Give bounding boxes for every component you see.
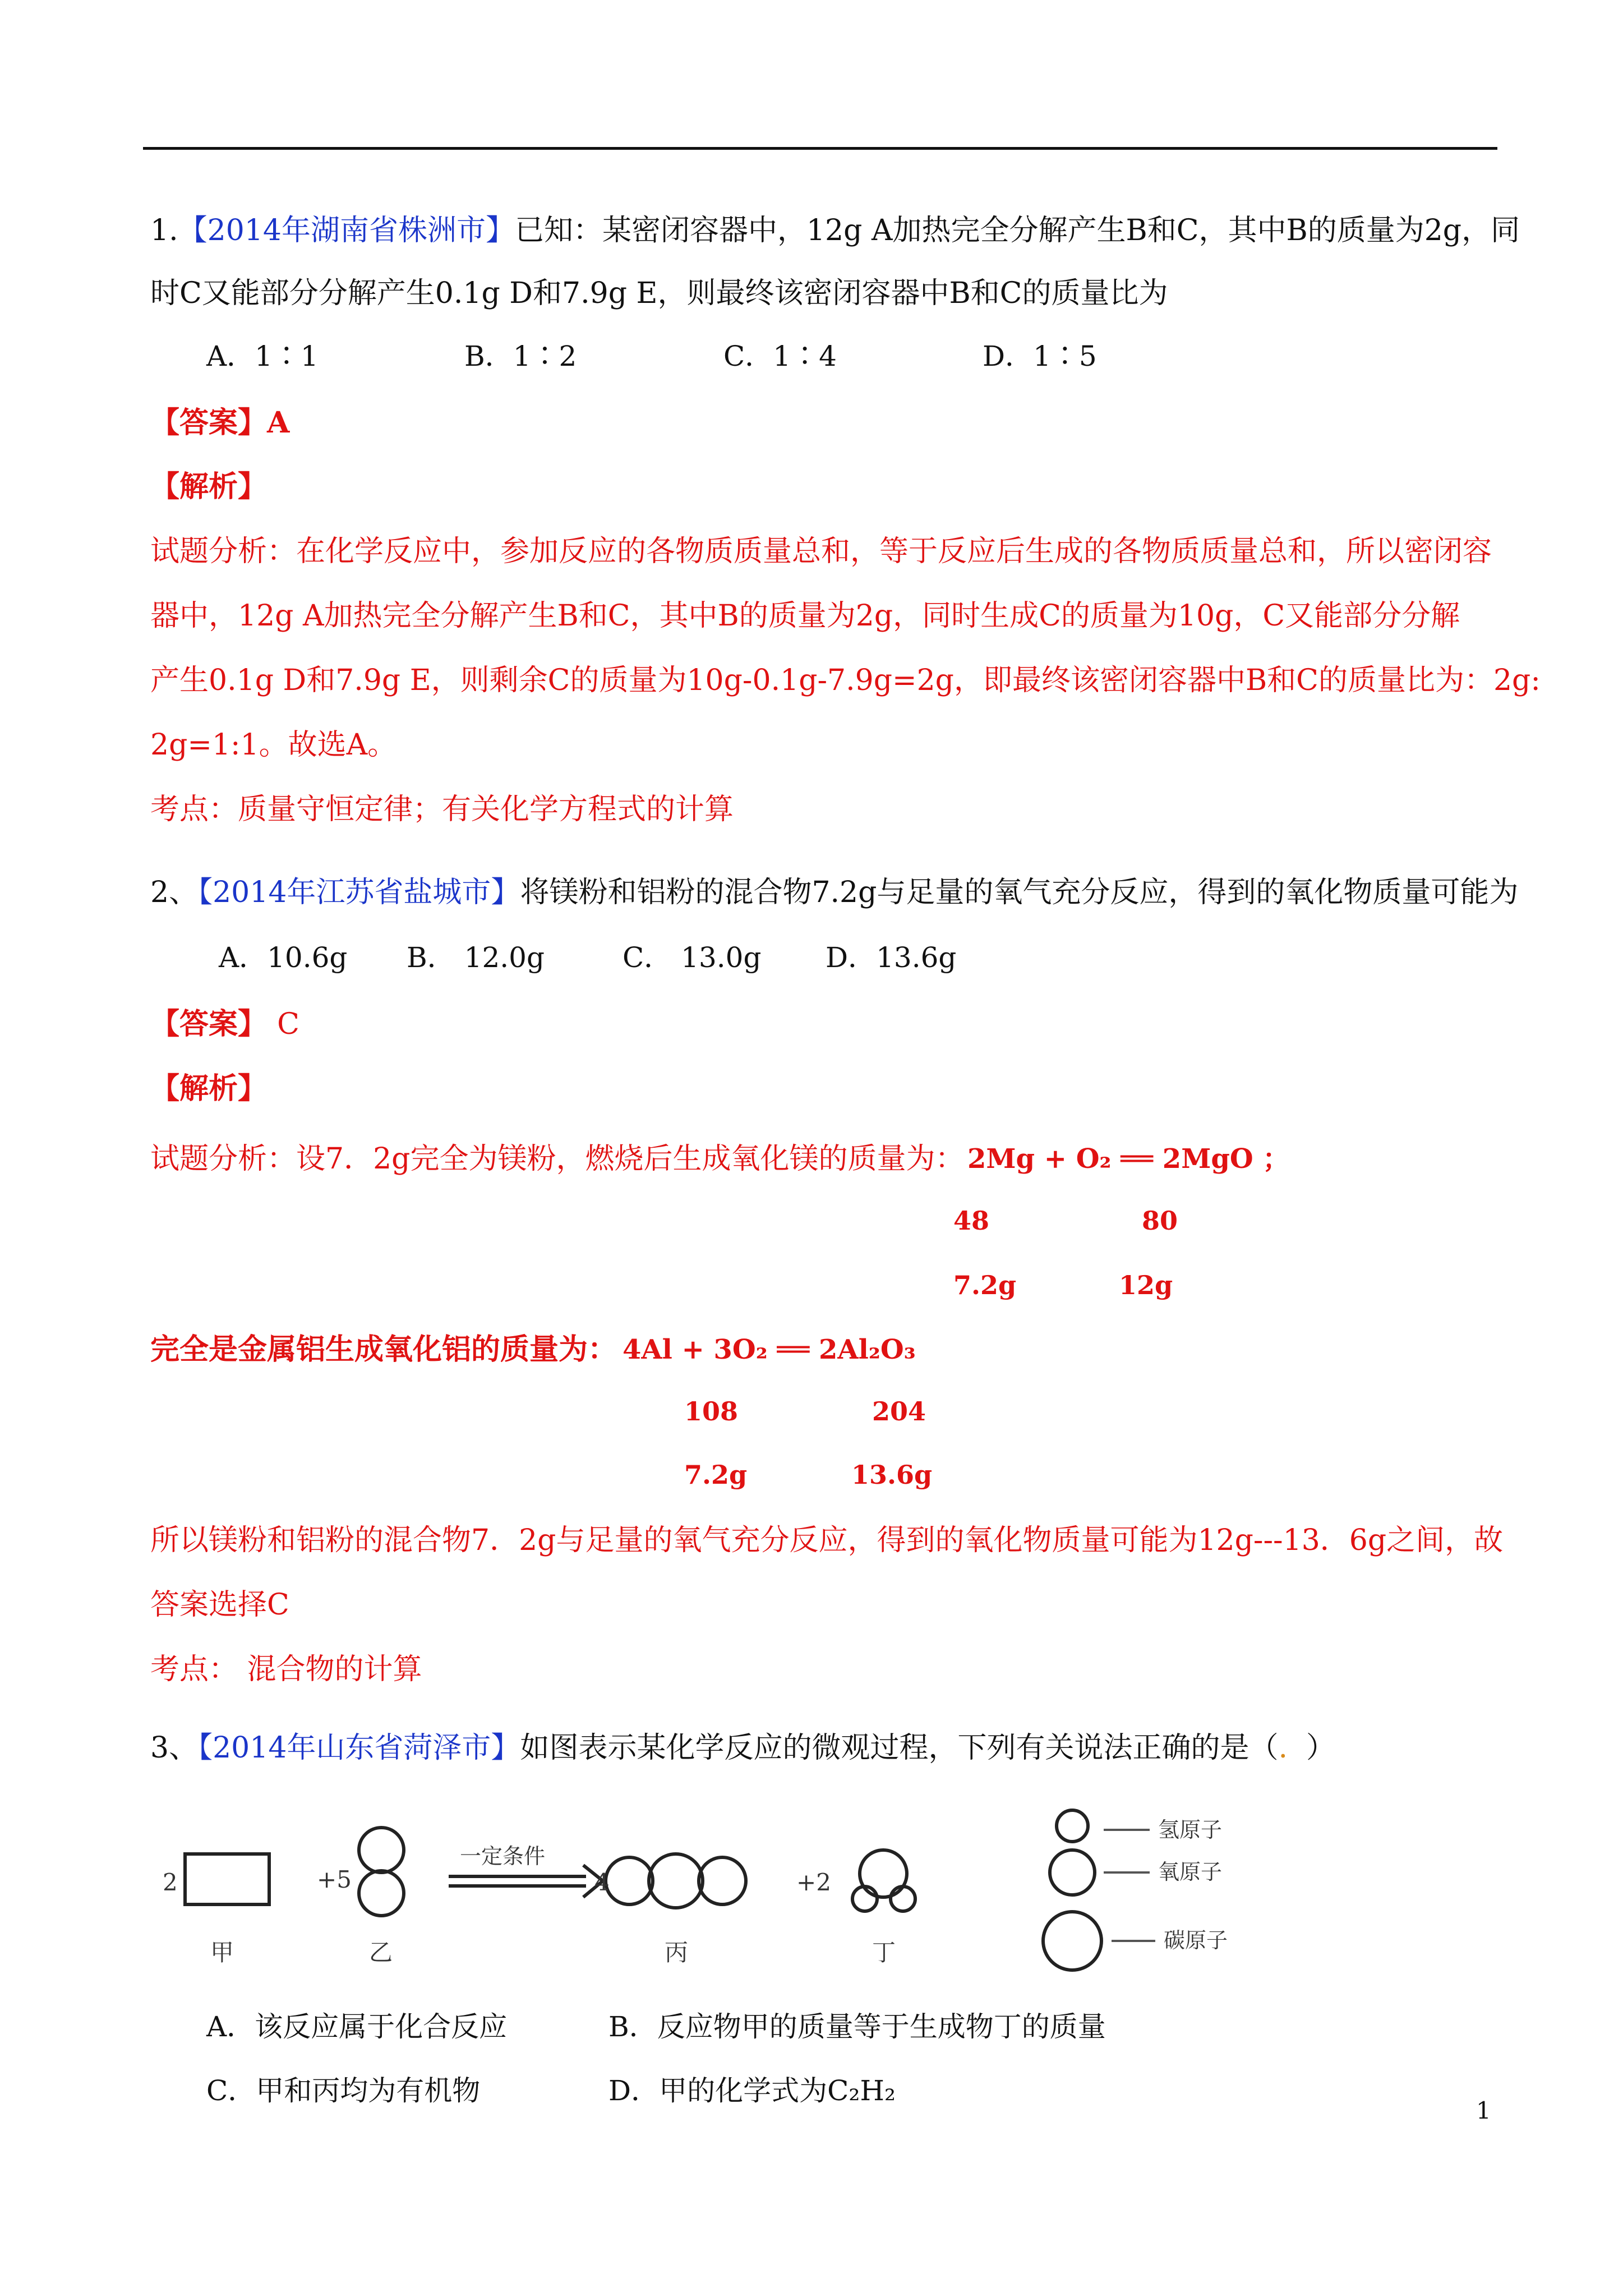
q2-analysis-intro: 试题分析：设7．2g完全为镁粉，燃烧后生成氧化镁的质量为： (150, 1142, 965, 1176)
q3-stem-text: 如图表示某化学反应的微观过程，下列有关说法正确的是（ (520, 1731, 1279, 1765)
q1-option-a: A．1∶1 (206, 340, 319, 372)
ding-atom-big (860, 1850, 907, 1897)
q3-source: 【2014年山东省菏泽市】 (198, 1731, 520, 1765)
jia-molecule (185, 1854, 269, 1904)
yi-atom-bottom (359, 1871, 404, 1916)
reaction-arrow-shaft (449, 1876, 586, 1886)
q3-number: 3、 (150, 1731, 199, 1765)
q1-analysis-line3: 产生0.1g D和7.9g E，则剩余C的质量为10g-0.1g-7.9g=2g，即最终该密闭容器中B和C的质量比为：2g: (150, 664, 1541, 697)
q2-analysis-label: 【解析】 (150, 1071, 268, 1106)
q2-source: 【2014年江苏省盐城市】 (198, 876, 520, 909)
q2-al-intro: 完全是金属铝生成氧化铝的质量为： (150, 1332, 617, 1366)
q1-kaodian: 考点：质量守恒定律；有关化学方程式的计算 (150, 793, 734, 826)
legend-hydrogen-label: 氢原子 (1158, 1818, 1223, 1842)
q1-answer-value: A (267, 406, 290, 440)
bing-atom-left (606, 1857, 653, 1904)
legend-carbon-label: 碳原子 (1164, 1928, 1228, 1953)
coef-jia: 2 (163, 1869, 178, 1896)
label-jia: 甲 (210, 1939, 234, 1966)
q2-eq2-ratio-al2o3: 204 (872, 1396, 926, 1427)
q1-analysis-label: 【解析】 (150, 470, 268, 504)
q2-answer-value: C (277, 1007, 299, 1041)
q3-option-b: B．反应物甲的质量等于生成物丁的质量 (608, 2010, 1106, 2043)
label-yi: 乙 (369, 1939, 393, 1966)
q2-answer: 【答案】 C (150, 1007, 299, 1041)
q2-option-a: A．10.6g (219, 941, 348, 974)
q3-option-c: C．甲和丙均为有机物 (206, 2074, 481, 2107)
q3-stem: 3、【2014年山东省菏泽市】如图表示某化学反应的微观过程，下列有关说法正确的是（. ） (150, 1731, 1336, 1765)
q2-eq2-ratio-al: 108 (684, 1396, 739, 1427)
coef-ding: +2 (796, 1869, 831, 1896)
q1-analysis-line1: 试题分析：在化学反应中，参加反应的各物质质量总和，等于反应后生成的各物质质量总和，所以密闭容 (150, 535, 1492, 568)
q2-eq1-ratio-mg: 48 (953, 1205, 990, 1236)
q2-option-b: B． 12.0g (407, 941, 545, 974)
q2-equation-al: 4Al + 3O₂ ══ 2Al₂O₃ (623, 1334, 916, 1365)
label-ding: 丁 (872, 1939, 896, 1966)
q2-eq1-ratio-mgo: 80 (1142, 1205, 1178, 1236)
ding-atom-small-right (891, 1887, 915, 1911)
q3-option-d: D．甲的化学式为C₂H₂ (608, 2074, 896, 2107)
legend-oxygen-label: 氧原子 (1158, 1860, 1223, 1884)
q2-equation-mg: 2Mg + O₂ ══ 2MgO ； (967, 1143, 1290, 1175)
q2-number: 2、 (150, 876, 199, 909)
q1-option-c: C．1∶4 (723, 340, 837, 372)
q1-option-b: B．1∶2 (464, 340, 577, 372)
q2-conclusion-line2: 答案选择C (150, 1588, 289, 1622)
q1-source: 【2014年湖南省株洲市】 (178, 214, 515, 247)
bing-atom-right (699, 1857, 746, 1904)
coef-yi: +5 (317, 1866, 352, 1893)
q2-eq2-mass-al2o3: 13.6g (851, 1460, 933, 1490)
legend-hydrogen-atom (1057, 1810, 1088, 1842)
page-number: 1 (1476, 2097, 1491, 2124)
q2-conclusion-line1: 所以镁粉和铝粉的混合物7．2g与足量的氧气充分反应，得到的氧化物质量可能为12g---13．6g之间，故 (150, 1524, 1504, 1557)
q1-analysis-line2: 器中，12g A加热完全分解产生B和C，其中B的质量为2g，同时生成C的质量为10g，C又能部分分解 (150, 599, 1460, 633)
q1-option-d: D．1∶5 (983, 340, 1097, 372)
q2-option-d: D．13.6g (826, 941, 957, 974)
q2-eq1-mass-mg: 7.2g (953, 1270, 1017, 1300)
bing-atom-center (649, 1854, 703, 1908)
coef-bing: 4 (594, 1869, 610, 1896)
q3-option-a: A．该反应属于化合反应 (206, 2010, 508, 2043)
q1-number: 1. (150, 214, 178, 247)
q2-stem-text: 将镁粉和铝粉的混合物7.2g与足量的氧气充分反应，得到的氧化物质量可能为 (520, 876, 1519, 909)
q2-eq1-mass-mgo: 12g (1119, 1270, 1173, 1300)
legend-oxygen-atom (1050, 1850, 1095, 1895)
label-bing: 丙 (665, 1939, 689, 1966)
q1-stem-line2: 时C又能部分分解产生0.1g D和7.9g E，则最终该密闭容器中B和C的质量比为 (150, 277, 1168, 310)
q2-kaodian: 考点： 混合物的计算 (150, 1653, 422, 1686)
q1-answer: 【答案】A (150, 406, 290, 440)
yi-atom-top (359, 1828, 404, 1872)
q1-stem-text1: 已知：某密闭容器中，12g A加热完全分解产生B和C，其中B的质量为2g，同 (514, 214, 1520, 247)
q2-option-c: C． 13.0g (623, 941, 762, 974)
legend-carbon-atom (1043, 1912, 1101, 1970)
q2-eq2-mass-al: 7.2g (684, 1460, 748, 1490)
q1-analysis-line4: 2g=1:1。故选A。 (150, 728, 397, 762)
arrow-label: 一定条件 (460, 1844, 546, 1869)
